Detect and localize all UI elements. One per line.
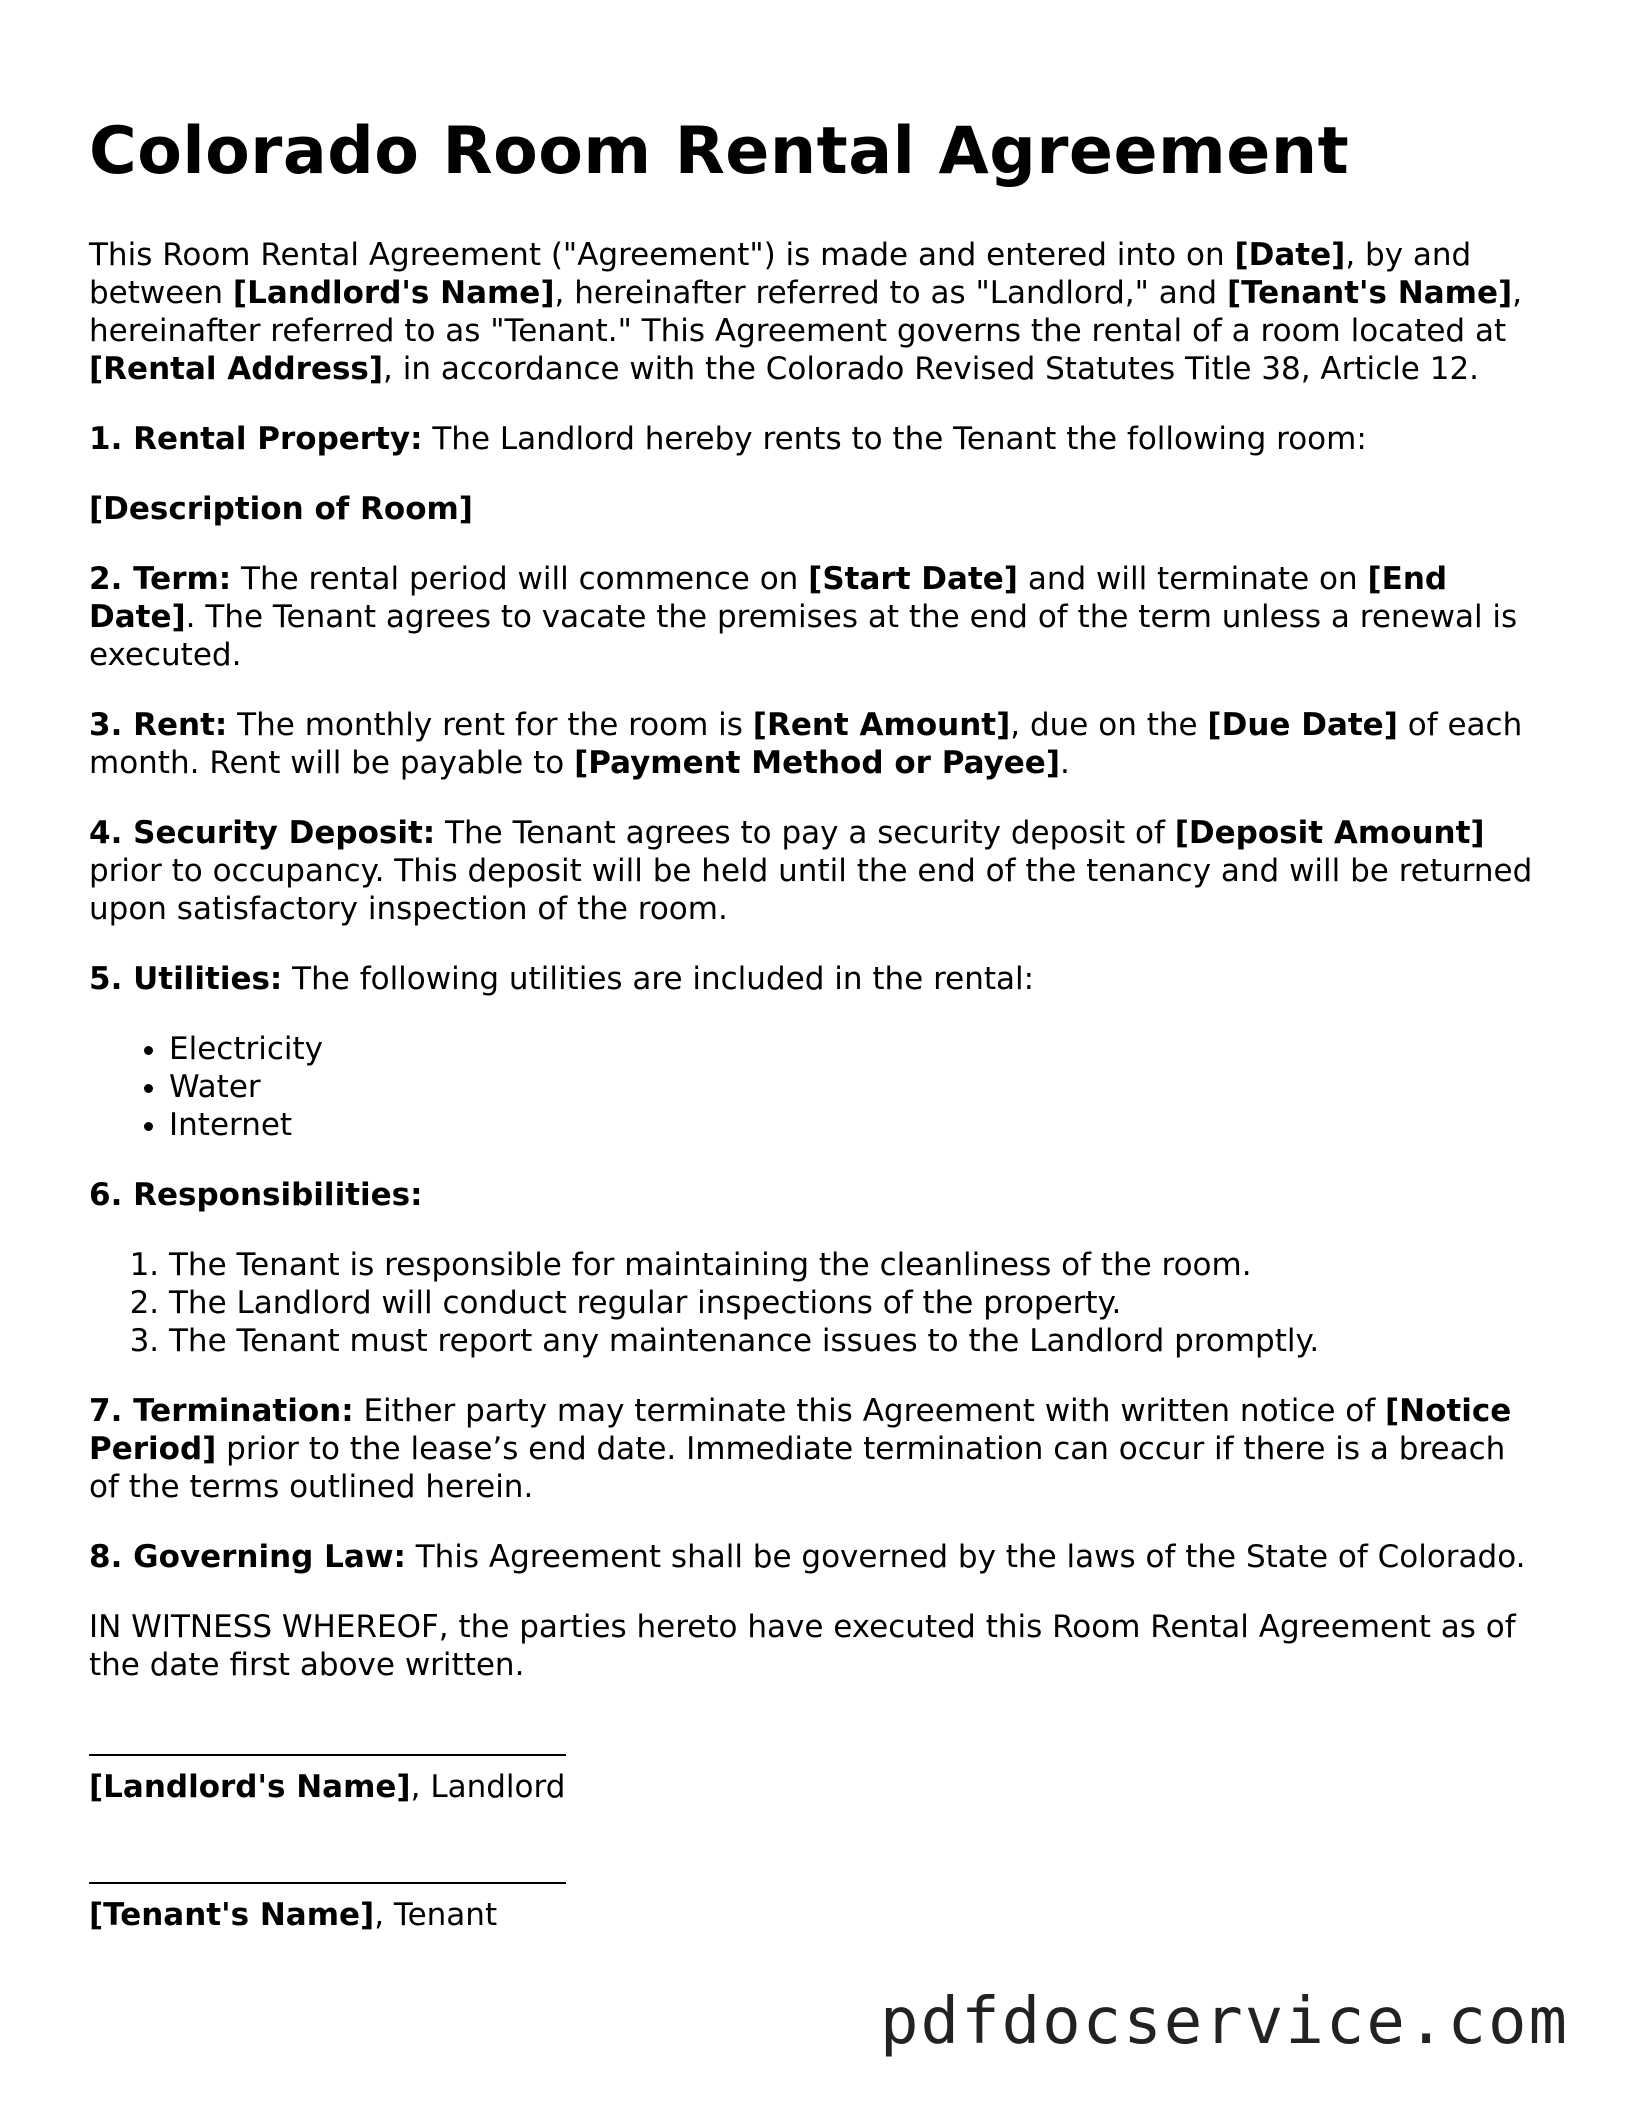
rental-address-placeholder: [Rental Address] [89, 351, 384, 387]
section-text: , due on the [1010, 707, 1208, 743]
section-responsibilities [89, 1176, 1539, 1214]
signature-section [89, 1728, 1539, 1934]
landlord-name-placeholder: [Landlord's Name] [232, 275, 555, 311]
due-date-placeholder: [Due Date] [1207, 707, 1398, 743]
section-text: . [1060, 745, 1070, 781]
intro-text: , by and between [89, 237, 1472, 311]
intro-text: , in accordance with the Colorado Revised Statutes Title 38, Article 12. [383, 351, 1480, 387]
start-date-placeholder: [Start Date] [808, 561, 1018, 597]
section-termination [89, 1392, 1539, 1506]
intro-text: , hereinafter referred to as "Tenant." This Agreement governs the rental of a room located at [89, 275, 1523, 349]
payee-placeholder: [Payment Method or Payee] [574, 745, 1060, 781]
list-item: 1. The Tenant is responsible for maintaining the cleanliness of the room. [169, 1246, 1539, 1284]
intro-text: , hereinafter referred to as "Landlord," and [554, 275, 1227, 311]
landlord-name-placeholder: [Landlord's Name] [89, 1769, 411, 1805]
list-item: 2. The Landlord will conduct regular inspections of the property. [169, 1284, 1539, 1322]
section-rent [89, 706, 1539, 782]
end-date-placeholder: [End Date] [89, 561, 1448, 635]
list-item: • Water [169, 1068, 1539, 1106]
document-title: Colorado Room Rental Agreement [89, 114, 1350, 189]
deposit-amount-placeholder: [Deposit Amount] [1174, 815, 1485, 851]
rent-amount-placeholder: [Rent Amount] [752, 707, 1011, 743]
witness-paragraph: IN WITNESS WHEREOF, the parties hereto have executed this Room Rental Agreement as of the date first above written. [89, 1609, 1516, 1683]
section-heading: 6. Responsibilities: [89, 1177, 423, 1213]
list-item: • Internet [169, 1106, 1539, 1144]
section-text: Either party may terminate this Agreement with written notice of [353, 1393, 1386, 1429]
section-heading: 7. Termination: [89, 1393, 354, 1429]
utilities-list [89, 1030, 1539, 1144]
section-text: of each month. Rent will be payable to [89, 707, 1523, 781]
section-text: The Tenant agrees to pay a security deposit of [435, 815, 1175, 851]
section-text: The Landlord hereby rents to the Tenant the following room: [422, 421, 1367, 457]
section-heading: 4. Security Deposit: [89, 815, 436, 851]
section-text: and will terminate on [1017, 561, 1368, 597]
watermark: pdfdocservice.com [880, 1985, 1570, 2059]
list-item: 3. The Tenant must report any maintenance issues to the Landlord promptly. [169, 1322, 1539, 1360]
tenant-name-placeholder: [Tenant's Name] [89, 1897, 375, 1933]
section-text: The rental period will commence on [231, 561, 809, 597]
responsibilities-list [89, 1246, 1539, 1360]
document-page [89, 112, 1539, 1984]
section-governing-law [89, 1538, 1539, 1576]
date-placeholder: [Date] [1234, 237, 1346, 273]
list-item: • Electricity [169, 1030, 1539, 1068]
section-heading: 2. Term: [89, 561, 232, 597]
section-text: The monthly rent for the room is [227, 707, 753, 743]
section-text: prior to occupancy. This deposit will be held until the end of the tenancy and will be returned upon satisfactory inspection of the room. [89, 853, 1533, 927]
tenant-signature-block [89, 1856, 1539, 1934]
section-heading: 8. Governing Law: [89, 1539, 406, 1575]
signature-line [89, 1728, 566, 1756]
intro-text: This Room Rental Agreement ("Agreement") is made and entered into on [89, 237, 1235, 273]
section-text: prior to the lease’s end date. Immediate termination can occur if there is a breach of the terms outlined herein. [89, 1431, 1506, 1505]
section-heading: 5. Utilities: [89, 961, 283, 997]
room-description-placeholder: [Description of Room] [89, 491, 473, 527]
section-rental-property [89, 420, 1539, 458]
signature-role: , Tenant [374, 1897, 498, 1933]
section-text: The following utilities are included in the rental: [282, 961, 1035, 997]
section-text: . The Tenant agrees to vacate the premises at the end of the term unless a renewal is executed. [89, 599, 1518, 673]
section-heading: 1. Rental Property: [89, 421, 423, 457]
landlord-signature-block [89, 1728, 1539, 1806]
section-term [89, 560, 1539, 674]
section-utilities [89, 960, 1539, 998]
notice-period-placeholder: [Notice Period] [89, 1393, 1512, 1467]
signature-line [89, 1856, 566, 1884]
section-text: This Agreement shall be governed by the laws of the State of Colorado. [405, 1539, 1526, 1575]
signature-role: , Landlord [410, 1769, 566, 1805]
intro-paragraph [89, 236, 1539, 388]
room-description [89, 490, 1539, 528]
tenant-name-placeholder: [Tenant's Name] [1226, 275, 1513, 311]
section-security-deposit [89, 814, 1539, 928]
section-heading: 3. Rent: [89, 707, 228, 743]
